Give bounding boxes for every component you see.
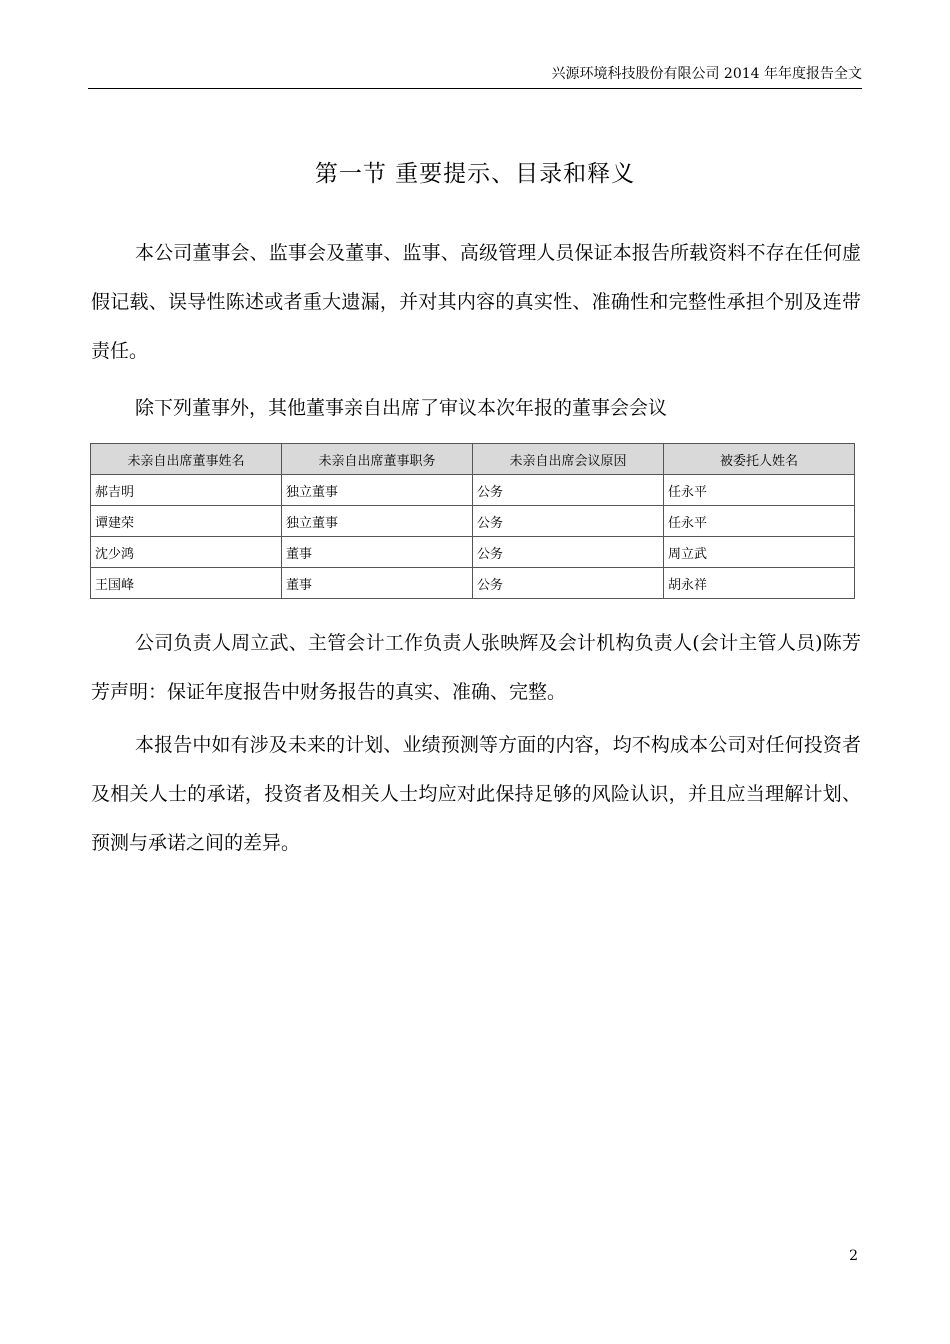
absent-directors-intro-paragraph: 除下列董事外，其他董事亲自出席了审议本次年报的董事会会议 xyxy=(135,397,668,419)
cell-proxy-name: 任永平 xyxy=(664,506,855,537)
cell-director-name: 沈少鸿 xyxy=(91,537,282,568)
cell-proxy-name: 胡永祥 xyxy=(664,568,855,599)
table-row xyxy=(91,537,855,568)
cell-absence-reason: 公务 xyxy=(473,537,664,568)
header-director-position: 未亲自出席董事职务 xyxy=(282,444,473,475)
responsibility-statement-paragraph: 本公司董事会、监事会及董事、监事、高级管理人员保证本报告所载资料不存在任何虚假记载、误导性陈述或者重大遗漏，并对其内容的真实性、准确性和完整性承担个别及连带责任。 xyxy=(91,242,861,362)
cell-absence-reason: 公务 xyxy=(473,568,664,599)
cell-proxy-name: 周立武 xyxy=(664,537,855,568)
financial-statement-declaration-paragraph: 公司负责人周立武、主管会计工作负责人张映辉及会计机构负责人(会计主管人员)陈芳芳声明：保证年度报告中财务报告的真实、准确、完整。 xyxy=(91,632,861,703)
section-title: 第一节 重要提示、目录和释义 xyxy=(314,161,636,187)
table-row xyxy=(91,568,855,599)
cell-director-name: 郝吉明 xyxy=(91,475,282,506)
header-absence-reason: 未亲自出席会议原因 xyxy=(473,444,664,475)
header-proxy-name: 被委托人姓名 xyxy=(664,444,855,475)
table-header-row xyxy=(91,444,855,475)
cell-director-name: 王国峰 xyxy=(91,568,282,599)
table-row xyxy=(91,506,855,537)
cell-absence-reason: 公务 xyxy=(473,506,664,537)
cell-director-name: 谭建荣 xyxy=(91,506,282,537)
cell-director-position: 独立董事 xyxy=(282,506,473,537)
header-director-name: 未亲自出席董事姓名 xyxy=(91,444,282,475)
page-header xyxy=(88,62,862,89)
report-header-title: 兴源环境科技股份有限公司 2014 年年度报告全文 xyxy=(551,66,862,82)
cell-director-position: 董事 xyxy=(282,537,473,568)
page-number: 2 xyxy=(849,1248,858,1264)
cell-director-position: 独立董事 xyxy=(282,475,473,506)
cell-director-position: 董事 xyxy=(282,568,473,599)
absent-directors-table xyxy=(90,443,855,599)
forward-looking-disclaimer-paragraph: 本报告中如有涉及未来的计划、业绩预测等方面的内容，均不构成本公司对任何投资者及相关人士的承诺，投资者及相关人士均应对此保持足够的风险认识，并且应当理解计划、预测与承诺之间的差异。 xyxy=(91,734,861,854)
table-row xyxy=(91,475,855,506)
cell-absence-reason: 公务 xyxy=(473,475,664,506)
cell-proxy-name: 任永平 xyxy=(664,475,855,506)
